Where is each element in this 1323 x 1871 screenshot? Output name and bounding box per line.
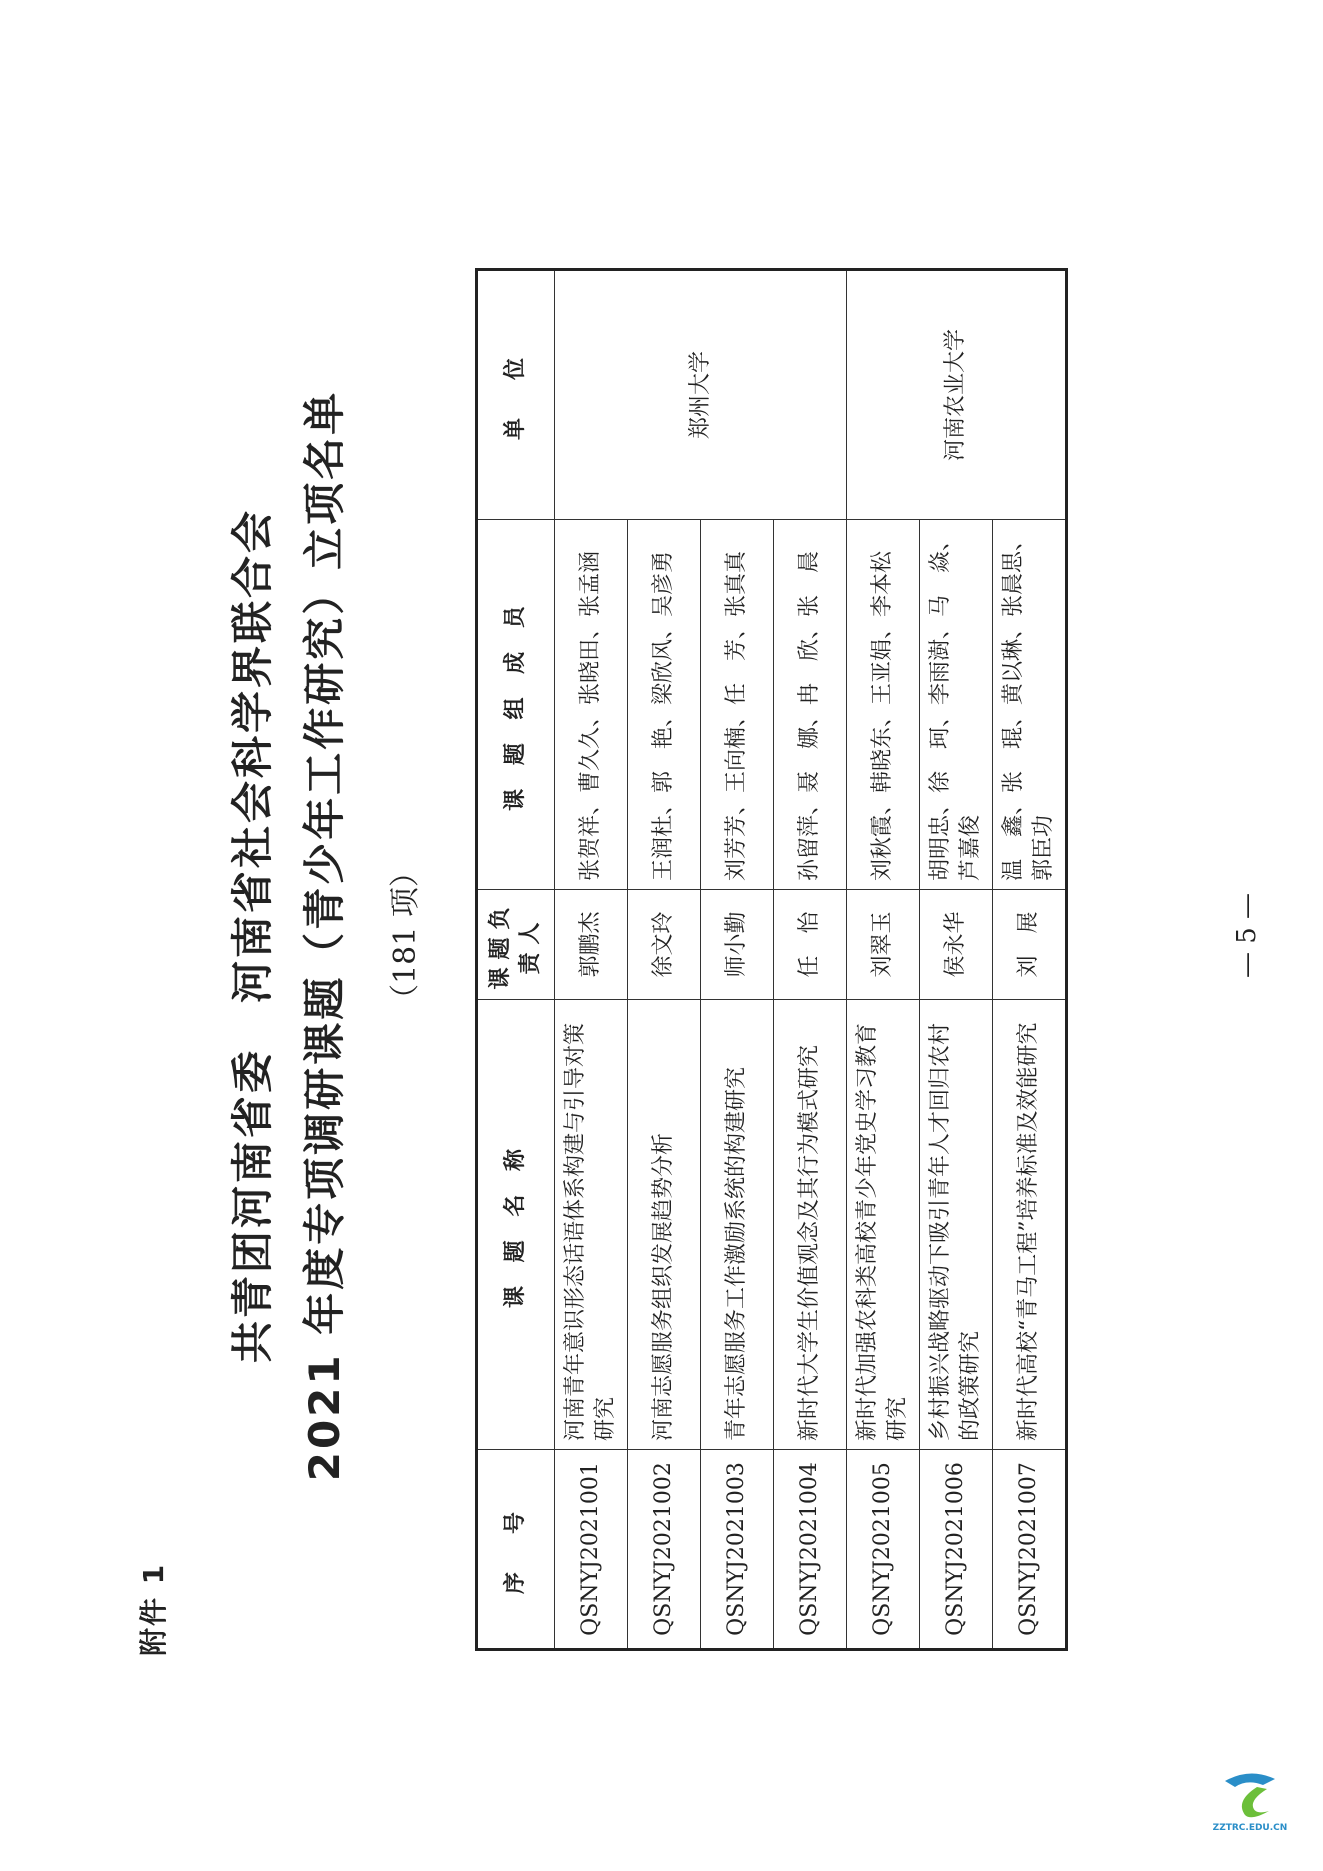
- header-name: 课 题 名 称: [477, 1000, 555, 1450]
- page-title-line1: 共青团河南省委 河南省社会科学界联合会: [228, 508, 277, 1364]
- row-id: QSNYJ2021001: [555, 1450, 628, 1650]
- row-members: 孙留萍、聂 娜、冉 欣、张 晨: [774, 520, 847, 890]
- header-lead: 课题负责人: [477, 890, 555, 1000]
- row-lead: 刘翠玉: [847, 890, 920, 1000]
- table-row: [847, 270, 920, 1650]
- table-row: [555, 270, 628, 1650]
- row-members: 温 鑫、张 琨、黄以琳、张晨思、郭臣功: [993, 520, 1067, 890]
- row-lead: 任 怡: [774, 890, 847, 1000]
- project-count: （181 项）: [388, 857, 423, 1014]
- row-name: 乡村振兴战略驱动下吸引青年人才回归农村的政策研究: [920, 1000, 993, 1450]
- row-name: 河南志愿服务组织发展趋势分析: [628, 1000, 701, 1450]
- annex-label: 附件 1: [137, 1562, 170, 1656]
- row-lead: 侯永华: [920, 890, 993, 1000]
- row-id: QSNYJ2021002: [628, 1450, 701, 1650]
- header-members: 课 题 组 成 员: [477, 520, 555, 890]
- row-lead: 徐文玲: [628, 890, 701, 1000]
- row-id: QSNYJ2021004: [774, 1450, 847, 1650]
- row-unit: 河南农业大学: [847, 270, 1067, 520]
- header-id: 序 号: [477, 1450, 555, 1650]
- row-lead: 郭鹏杰: [555, 890, 628, 1000]
- row-members: 张贺祥、曹久久、张晓田、张孟涵: [555, 520, 628, 890]
- row-lead: 刘 展: [993, 890, 1067, 1000]
- page-title-line2: 2021 年度专项调研课题（青少年工作研究）立项名单: [300, 389, 349, 1482]
- row-unit: 郑州大学: [555, 270, 847, 520]
- row-name: 新时代大学生价值观念及其行为模式研究: [774, 1000, 847, 1450]
- row-members: 王润杜、郭 艳、梁欣风、吴彦勇: [628, 520, 701, 890]
- page-number: — 5 —: [1232, 892, 1262, 979]
- row-name: 新时代加强农科类高校青少年党史学习教育研究: [847, 1000, 920, 1450]
- site-logo: [1205, 1765, 1295, 1845]
- row-id: QSNYJ2021005: [847, 1450, 920, 1650]
- row-name: 河南青年意识形态话语体系构建与引导对策研究: [555, 1000, 628, 1450]
- row-name: 青年志愿服务工作激励系统的构建研究: [701, 1000, 774, 1450]
- logo-mark-icon: [1205, 1765, 1295, 1825]
- row-members: 刘秋霞、韩晓东、王亚娟、李本松: [847, 520, 920, 890]
- row-name: 新时代高校“青马工程”培养标准及效能研究: [993, 1000, 1067, 1450]
- table-header-row: [477, 270, 555, 1650]
- row-id: QSNYJ2021007: [993, 1450, 1067, 1650]
- project-table: [475, 268, 1068, 1651]
- row-members: 胡明忠、徐 珂、李雨澍、马 焱、芦嘉俊: [920, 520, 993, 890]
- row-id: QSNYJ2021006: [920, 1450, 993, 1650]
- row-id: QSNYJ2021003: [701, 1450, 774, 1650]
- row-members: 刘芳芳、王向楠、任 芳、张真真: [701, 520, 774, 890]
- header-unit: 单 位: [477, 270, 555, 520]
- logo-text: ZZTRC.EDU.CN: [1212, 1823, 1288, 1833]
- row-lead: 师小勤: [701, 890, 774, 1000]
